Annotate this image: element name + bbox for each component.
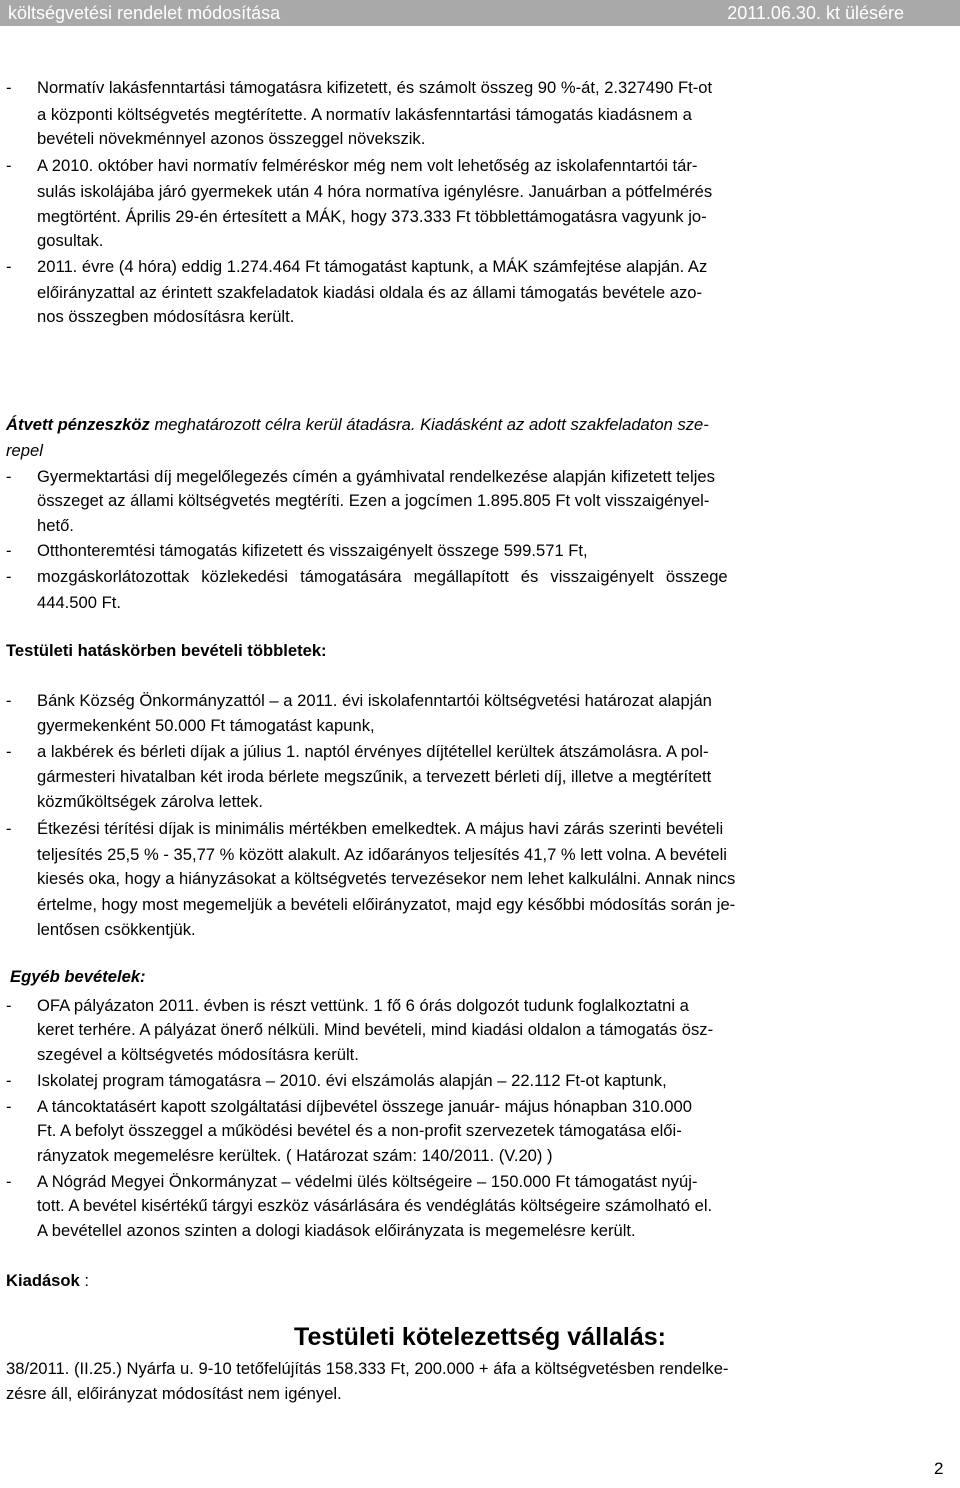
text-line: sulás iskolájába járó gyermekek után 4 hóra normatíva igénylésre. Januárban a pótfelmérés <box>37 182 713 201</box>
text-line: Gyermektartási díj megelőlegezés címén a gyámhivatal rendelkezése alapján kifizetett teljes <box>37 467 715 486</box>
text-line: a lakbérek és bérleti díjak a július 1. naptól érvényes díjtétellel kerültek átszámolásra. A pol- <box>37 742 709 761</box>
text-line: Ft. A befolyt összeggel a működési bevétel és a non-profit szervezetek támogatása elői- <box>37 1121 682 1140</box>
transfer-paragraph-first-line <box>6 414 709 437</box>
bullet-dash: - <box>6 467 12 486</box>
bullet-dash: - <box>6 1097 12 1116</box>
transfer-expense-note: Kiadásként az adott szakfeladaton sze- <box>415 415 709 434</box>
text-line: szegével a költségvetés módosításra került. <box>37 1045 359 1064</box>
text-line: A 2010. október havi normatív felméréskor még nem volt lehetőség az iskolafenntartói tár- <box>37 156 698 175</box>
text-line: A bevétellel azonos szinten a dologi kiadások előirányzata is megemelésre került. <box>37 1221 636 1240</box>
header-left-title: költségvetési rendelet módosítása <box>8 3 281 23</box>
text-line: repel <box>6 441 43 460</box>
bullet-dash: - <box>6 819 12 838</box>
bullet-dash: - <box>6 257 12 276</box>
text-line: kiesés oka, hogy a hiányzásokat a költségvetés tervezésekor nem lehet kalkulálni. Annak nincs <box>37 869 736 888</box>
bullet-dash: - <box>6 742 12 761</box>
text-line: Étkezési térítési díjak is minimális mértékben emelkedtek. A május havi zárás szerinti bevételi <box>37 819 724 838</box>
text-line: hető. <box>37 516 74 535</box>
text-line: tott. A bevétel kisértékű tárgyi eszköz vásárlására és vendéglátás költségeire számolható el. <box>37 1196 713 1215</box>
section-heading-council-revenue: Testületi hatáskörben bevételi többletek: <box>6 641 327 660</box>
text-line: Bánk Község Önkormányzattól – a 2011. évi iskolafenntartói költségvetési határozat alapján <box>37 691 712 710</box>
bullet-dash: - <box>6 541 12 560</box>
text-line: mozgáskorlátozottak közlekedési támogatására megállapított és visszaigényelt összege <box>37 567 728 586</box>
text-line: A táncoktatásért kapott szolgáltatási díjbevétel összege január- május hónapban 310.000 <box>37 1097 692 1116</box>
transfer-heading-rest: meghatározott célra kerül átadásra. <box>149 415 416 434</box>
text-line: összeget az állami költségvetés megtéríti. Ezen a jogcímen 1.895.805 Ft volt visszaigényel- <box>37 491 710 510</box>
section-heading-other-revenue: Egyéb bevételek: <box>10 967 146 986</box>
text-line: 444.500 Ft. <box>37 593 121 612</box>
bullet-dash: - <box>6 156 12 175</box>
text-line: értelme, hogy most megemeljük a bevételi előirányzatot, majd egy későbbi módosítás során je- <box>37 895 736 914</box>
bullet-dash: - <box>6 691 12 710</box>
text-line: bevételi növekménnyel azonos összeggel növekszik. <box>37 129 426 148</box>
text-line: keret terhére. A pályázat önerő nélküli. Mind bevételi, mind kiadási oldalon a támogatás ösz- <box>37 1020 714 1039</box>
text-line: Iskolatej program támogatásra – 2010. évi elszámolás alapján – 22.112 Ft-ot kaptunk, <box>37 1071 667 1090</box>
text-line: A Nógrád Megyei Önkormányzat – védelmi ülés költségeire – 150.000 Ft támogatást nyúj- <box>37 1172 698 1191</box>
page-number: 2 <box>934 1459 944 1478</box>
text-line: előirányzattal az érintett szakfeladatok kiadási oldala és az állami támogatás bevétele azo- <box>37 283 703 302</box>
bullet-dash: - <box>6 1071 12 1090</box>
text-line: lentősen csökkentjük. <box>37 920 196 939</box>
page-title-commitment: Testületi kötelezettség vállalás: <box>294 1323 666 1351</box>
text-line: közműköltségek zárolva lettek. <box>37 792 263 811</box>
expenses-heading-colon: : <box>79 1271 90 1290</box>
text-line: zésre áll, előirányzat módosítást nem igényel. <box>6 1384 342 1403</box>
text-line: OFA pályázaton 2011. évben is részt vettünk. 1 fő 6 órás dolgozót tudunk foglalkoztatni a <box>37 996 689 1015</box>
header-right-date: 2011.06.30. kt ülésére <box>727 3 904 23</box>
text-line: megtörtént. Április 29-én értesített a MÁK, hogy 373.333 Ft többlettámogatásra vagyunk jo- <box>37 207 707 226</box>
text-line: gármesteri hivatalban két iroda bérlete megszűnik, a tervezett bérleti díj, illetve a megtérített <box>37 767 712 786</box>
text-line: 38/2011. (II.25.) Nyárfa u. 9-10 tetőfelújítás 158.333 Ft, 200.000 + áfa a költségvetésben rendelke- <box>6 1359 729 1378</box>
bullet-dash: - <box>6 1172 12 1191</box>
text-line: nos összegben módosításra került. <box>37 307 295 326</box>
expenses-heading-line <box>6 1270 89 1293</box>
text-line: Otthonteremtési támogatás kifizetett és visszaigényelt összege 599.571 Ft, <box>37 541 588 560</box>
text-line: gyermekenként 50.000 Ft támogatást kapunk, <box>37 716 375 735</box>
text-line: Normatív lakásfenntartási támogatásra kifizetett, és számolt összeg 90 %-át, 2.327490 Ft-ot <box>37 78 713 97</box>
text-line: rányzatok megemelésre kerültek. ( Határozat szám: 140/2011. (V.20) ) <box>37 1146 553 1165</box>
bullet-dash: - <box>6 567 12 586</box>
transfer-heading: Átvett pénzeszköz <box>6 415 150 434</box>
text-line: teljesítés 25,5 % - 35,77 % között alakult. Az időarányos teljesítés 41,7 % lett volna. A bevételi <box>37 845 727 864</box>
text-line: gosultak. <box>37 231 104 250</box>
text-line: a központi költségvetés megtérítette. A normatív lakásfenntartási támogatás kiadásnem a <box>37 105 692 124</box>
bullet-dash: - <box>6 996 12 1015</box>
text-line: 2011. évre (4 hóra) eddig 1.274.464 Ft támogatást kaptunk, a MÁK számfejtése alapján. Az <box>37 257 708 276</box>
section-heading-expenses: Kiadások <box>6 1271 80 1290</box>
bullet-dash: - <box>6 78 12 97</box>
